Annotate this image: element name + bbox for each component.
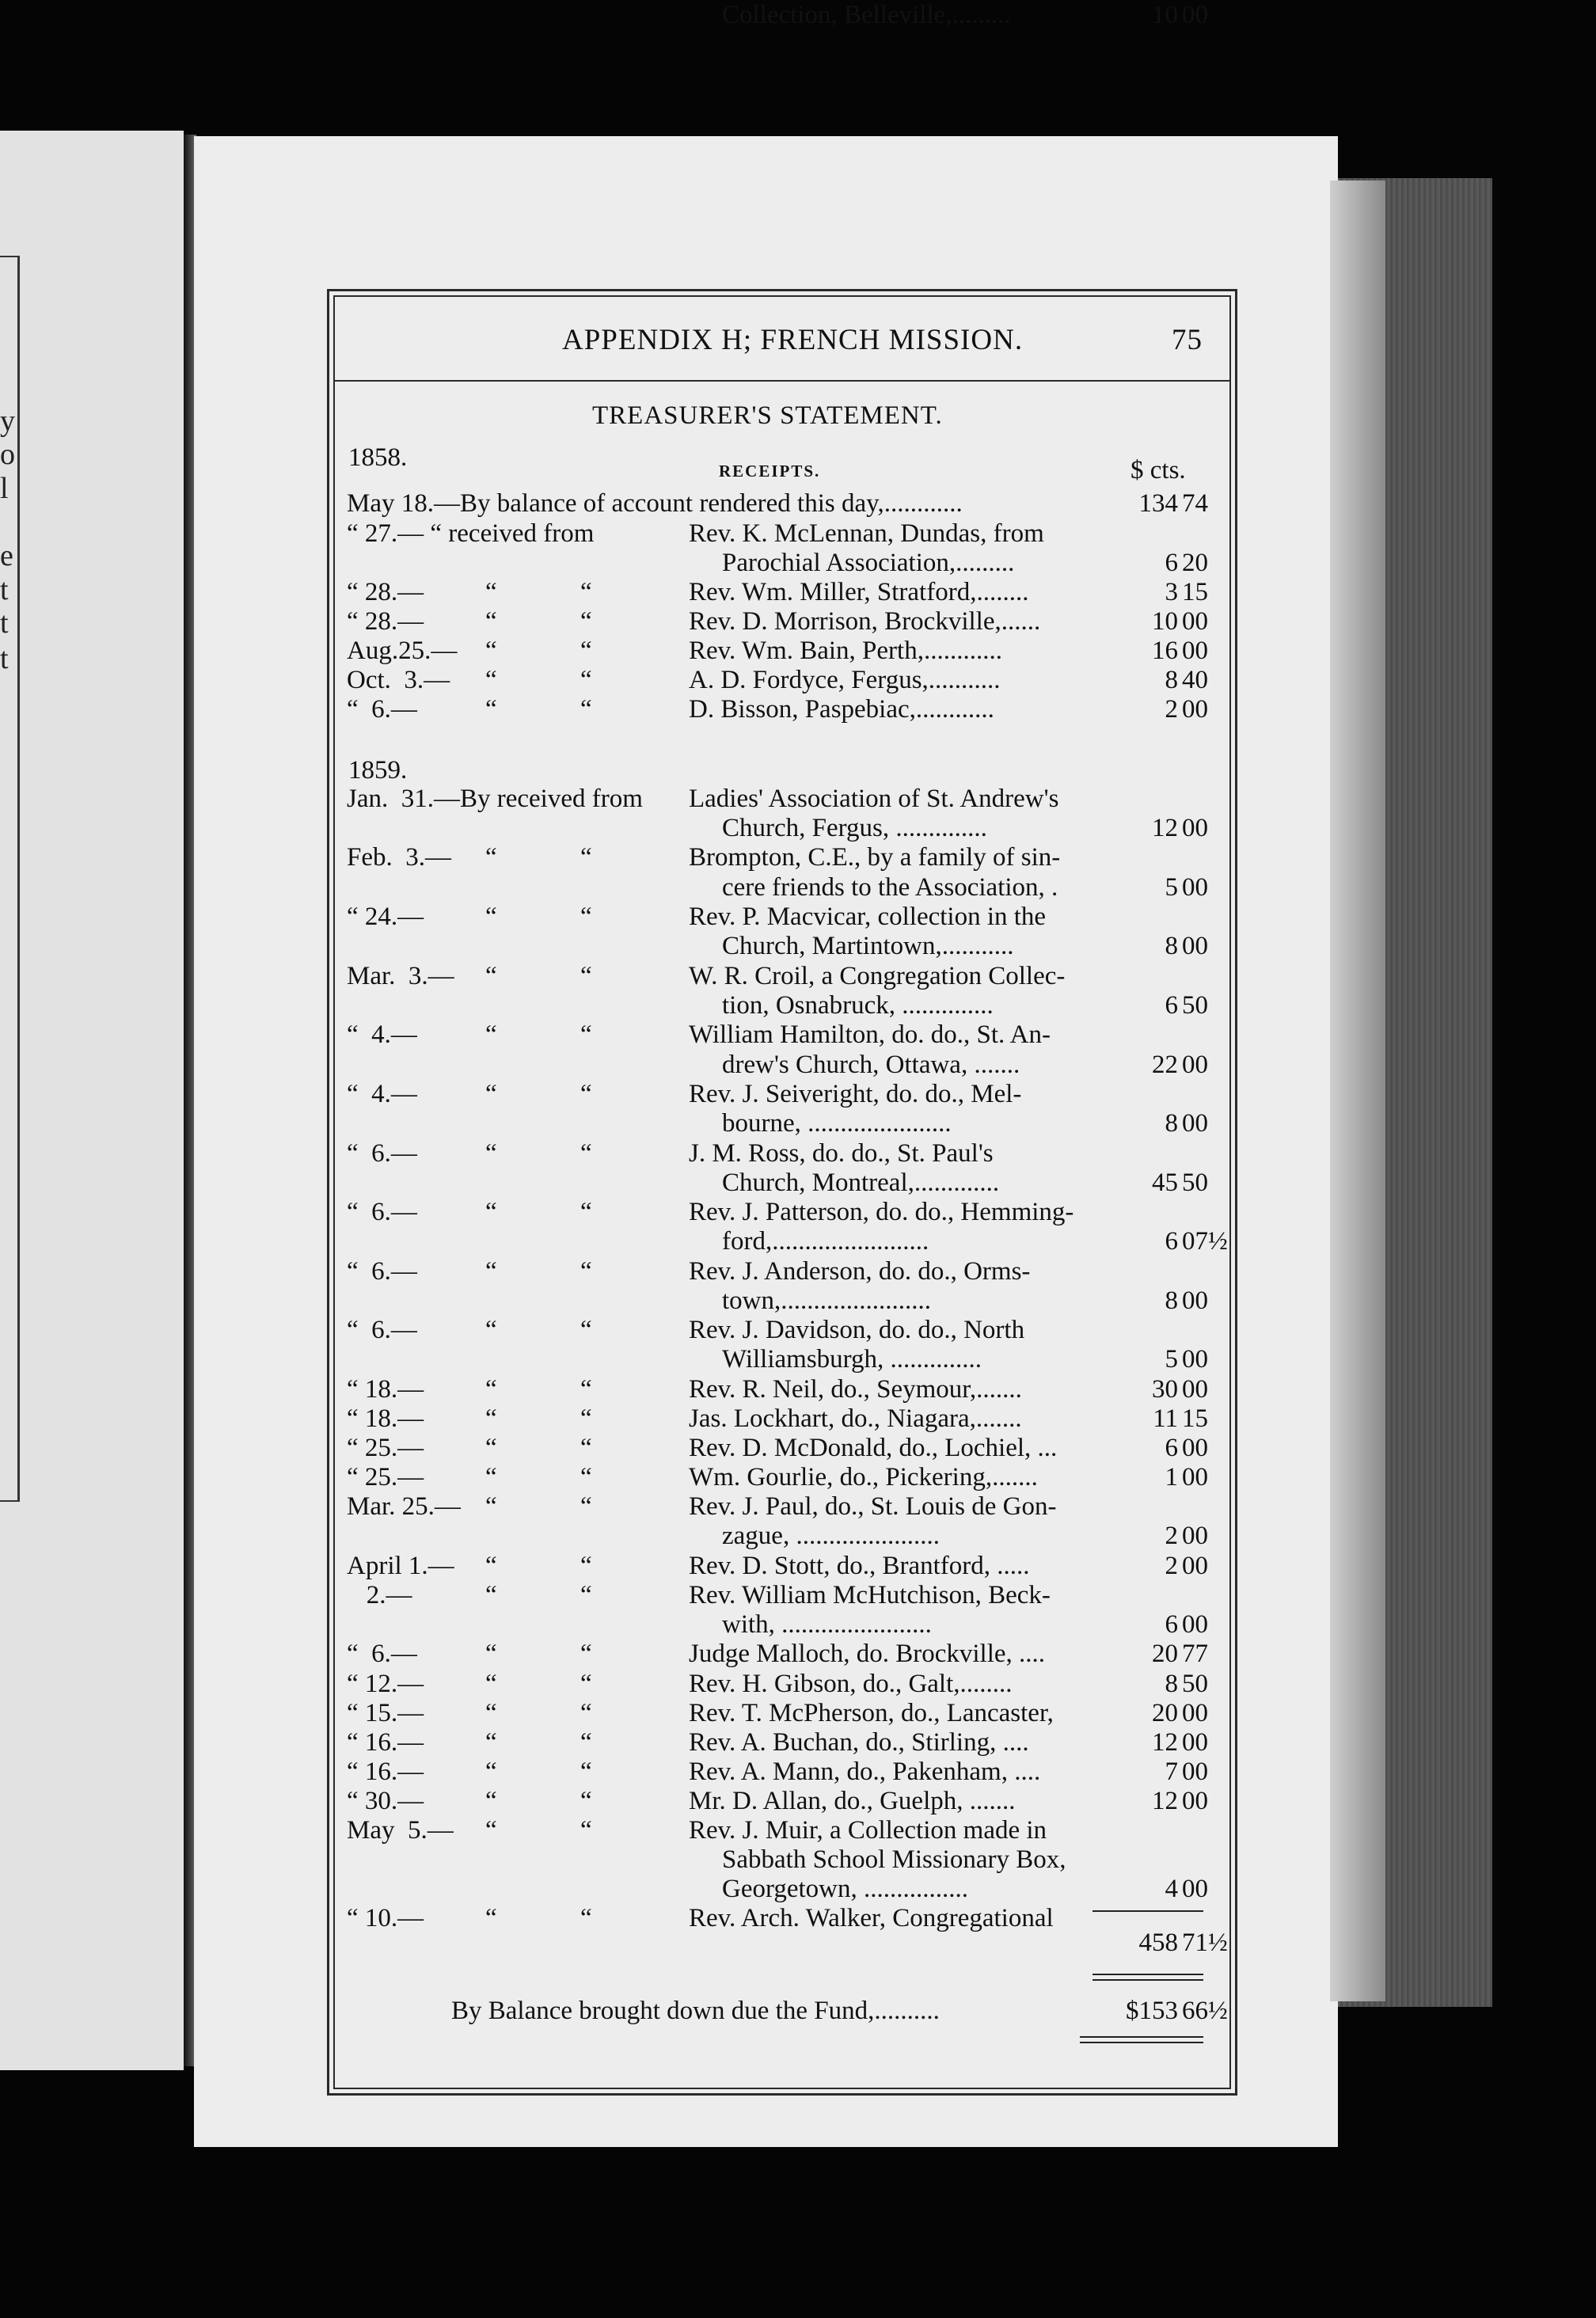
entry-date: “ 6.— [347,695,417,724]
entry-cents: 00 [1182,1875,1208,1903]
entry-description: Rev. Wm. Bain, Perth,............ [689,636,1002,665]
entry-dollars: 2 [1165,1522,1178,1550]
ditto-mark: “ [485,843,497,872]
total-rule [1092,1974,1203,1975]
entry-description-continued: Church, Fergus, .............. [722,814,987,842]
entry-description: Rev. J. Seiveright, do. do., Mel- [689,1080,1022,1108]
entry-date: 2.— [347,1581,412,1609]
entry-description: A. D. Fordyce, Fergus,........... [689,666,1001,694]
ditto-mark: “ [485,1020,497,1049]
header-rule [333,380,1231,382]
entry-date: April 1.— [347,1552,454,1580]
entry-cents: 00 [1182,932,1208,960]
entry-cents: 00 [1182,1375,1208,1404]
ditto-mark: “ [485,1463,497,1492]
ditto-mark: “ [485,1728,497,1757]
entry-dollars: 7 [1165,1758,1178,1786]
ditto-mark: “ [580,1020,592,1049]
balance-dollars: $153 [1126,1997,1178,2025]
entry-dollars: 8 [1165,666,1178,694]
entry-description: William Hamilton, do. do., St. An- [689,1020,1051,1049]
entry-cents: 40 [1182,666,1208,694]
ditto-mark: “ [485,902,497,931]
entry-description: Ladies' Association of St. Andrew's [689,785,1059,813]
ditto-mark: “ [580,1552,592,1580]
entry-cents: 00 [1182,1434,1208,1462]
entry-date: “ 28.— [347,607,424,636]
total-dollars: 458 [1138,1928,1178,1957]
entry-description-continued: Sabbath School Missionary Box, [722,1845,1066,1874]
adjacent-page-edge-text: e [0,539,13,572]
entry-dollars: 20 [1152,1640,1178,1668]
entry-dollars: 10 [1152,607,1178,636]
entry-date: “ 25.— [347,1434,424,1462]
entry-date: “ 28.— [347,578,424,606]
entry-description: Jas. Lockhart, do., Niagara,....... [689,1404,1022,1433]
entry-cents: 00 [1182,1463,1208,1492]
ditto-mark: “ [580,578,592,606]
entry-cents: 00 [1182,1051,1208,1079]
entry-cents: 74 [1182,489,1208,518]
entry-dollars: 10 [1152,1,1178,29]
ditto-mark: “ [485,1581,497,1609]
ditto-mark: “ [580,1375,592,1404]
entry-cents: 15 [1182,578,1208,606]
ditto-mark: “ [485,1404,497,1433]
entry-cents: 00 [1182,1345,1208,1374]
entry-description: Rev. J. Davidson, do. do., North [689,1316,1025,1344]
entry-description-continued: cere friends to the Association, . [722,873,1058,902]
ditto-mark: “ [485,962,497,990]
entry-date: May 18.—By balance of account rendered this day,............ [347,489,963,518]
ditto-mark: “ [485,1904,497,1932]
ditto-mark: “ [580,1699,592,1727]
entry-date: Aug.25.— [347,636,458,665]
entry-cents: 50 [1182,1168,1208,1197]
ditto-mark: “ [580,666,592,694]
adjacent-page-edge-text: t [0,642,9,675]
entry-description: Mr. D. Allan, do., Guelph, ....... [689,1787,1016,1815]
entry-description-continued: Church, Martintown,........... [722,932,1014,960]
entry-date: Oct. 3.— [347,666,450,694]
ditto-mark: “ [485,1758,497,1786]
entry-description: Brompton, C.E., by a family of sin- [689,843,1061,872]
entry-cents: 77 [1182,1640,1208,1668]
entry-dollars: 2 [1165,1552,1178,1580]
entry-cents: 00 [1182,607,1208,636]
entry-description-continued: tion, Osnabruck, .............. [722,991,994,1020]
ditto-mark: “ [485,666,497,694]
ditto-mark: “ [485,1139,497,1168]
entry-date: “ 6.— [347,1257,417,1286]
entry-date: Feb. 3.— [347,843,451,872]
ditto-mark: “ [580,1463,592,1492]
entry-description-continued: zague, ...................... [722,1522,940,1550]
entry-dollars: 6 [1165,1610,1178,1639]
entry-date: “ 18.— [347,1404,424,1433]
entry-description: Rev. T. McPherson, do., Lancaster, [689,1699,1054,1727]
ditto-mark: “ [580,636,592,665]
ditto-mark: “ [580,1640,592,1668]
entry-description: W. R. Croil, a Congregation Collec- [689,962,1066,990]
entry-description-continued: with, ....................... [722,1610,932,1639]
entry-dollars: 3 [1165,578,1178,606]
entry-date: “ 10.— [347,1904,424,1932]
entry-description: Rev. P. Macvicar, collection in the [689,902,1047,931]
entry-date: “ 4.— [347,1080,417,1108]
entry-description-continued: Parochial Association,......... [722,549,1015,577]
entry-dollars: 8 [1165,1670,1178,1698]
total-cents: 71½ [1182,1928,1228,1957]
entry-dollars: 16 [1152,636,1178,665]
entry-description: D. Bisson, Paspebiac,............ [689,695,994,724]
ditto-mark: “ [485,1434,497,1462]
statement-title: TREASURER'S STATEMENT. [592,401,943,430]
ditto-mark: “ [485,1816,497,1845]
adjacent-page-edge-text: t [0,573,9,606]
entry-date: “ 6.— [347,1316,417,1344]
ditto-mark: “ [580,1257,592,1286]
entry-description-continued: town,....................... [722,1286,931,1315]
entry-dollars: 4 [1165,1875,1178,1903]
entry-date: “ 30.— [347,1787,424,1815]
entry-cents: 00 [1182,1610,1208,1639]
entry-cents: 00 [1182,1552,1208,1580]
entry-description: Rev. D. McDonald, do., Lochiel, ... [689,1434,1058,1462]
ditto-mark: “ [580,607,592,636]
ditto-mark: “ [580,1816,592,1845]
entry-description: Rev. Arch. Walker, Congregational [689,1904,1054,1932]
adjacent-page-edge-text: y [0,405,15,438]
entry-dollars: 6 [1165,1434,1178,1462]
entry-cents: 00 [1182,873,1208,902]
book-page-edges-light [1330,180,1385,2001]
ditto-mark: “ [580,843,592,872]
entry-date: “ 6.— [347,1640,417,1668]
entry-cents: 07½ [1182,1227,1228,1256]
adjacent-page [0,131,184,2070]
entry-dollars: 22 [1152,1051,1178,1079]
entry-description-continued: drew's Church, Ottawa, ....... [722,1051,1020,1079]
ditto-mark: “ [580,1904,592,1932]
entry-cents: 00 [1182,1728,1208,1757]
entry-dollars: 30 [1152,1375,1178,1404]
balance-rule [1080,2042,1203,2043]
balance-rule [1080,2036,1203,2038]
ditto-mark: “ [485,1080,497,1108]
entry-date: “ 16.— [347,1728,424,1757]
entry-dollars: 2 [1165,695,1178,724]
entry-date: “ 4.— [347,1020,417,1049]
running-header: APPENDIX H; FRENCH MISSION. [562,324,1024,356]
entry-date: “ 18.— [347,1375,424,1404]
entry-description: Rev. Wm. Miller, Stratford,........ [689,578,1029,606]
entry-cents: 50 [1182,991,1208,1020]
ditto-mark: “ [580,1492,592,1521]
entry-dollars: 45 [1152,1168,1178,1197]
ditto-mark: “ [580,1581,592,1609]
ditto-mark: “ [485,1699,497,1727]
entry-date: “ 6.— [347,1198,417,1226]
entry-cents: 00 [1182,1758,1208,1786]
ditto-mark: “ [580,1080,592,1108]
entry-description: Rev. William McHutchison, Beck- [689,1581,1051,1609]
entry-cents: 20 [1182,549,1208,577]
ditto-mark: “ [580,695,592,724]
ditto-mark: “ [580,1434,592,1462]
entry-date: “ 6.— [347,1139,417,1168]
entry-dollars: 12 [1152,1728,1178,1757]
entry-dollars: 8 [1165,1109,1178,1138]
entry-dollars: 1 [1165,1463,1178,1492]
ditto-mark: “ [580,962,592,990]
entry-description: Rev. J. Anderson, do. do., Orms- [689,1257,1031,1286]
entry-cents: 00 [1182,1286,1208,1315]
entry-date: “ 15.— [347,1699,424,1727]
entry-dollars: 8 [1165,1286,1178,1315]
section-label: RECEIPTS. [719,462,821,481]
entry-description: Rev. D. Stott, do., Brantford, ..... [689,1552,1030,1580]
entry-date: “ 12.— [347,1670,424,1698]
total-rule [1092,1979,1203,1981]
entry-cents: 00 [1182,1787,1208,1815]
ditto-mark: “ [580,1670,592,1698]
entry-description-continued: Georgetown, ................ [722,1875,969,1903]
adjacent-page-edge-text: l [0,472,9,505]
entry-cents: 00 [1182,636,1208,665]
entry-description-continued: Church, Montreal,............. [722,1168,1000,1197]
entry-description: Rev. K. McLennan, Dundas, from [689,519,1044,548]
entry-description: Rev. R. Neil, do., Seymour,....... [689,1375,1022,1404]
ditto-mark: “ [485,636,497,665]
page-number: 75 [1172,324,1203,356]
ditto-mark: “ [485,1198,497,1226]
entry-date: “ 27.— “ received from [347,519,595,548]
entry-dollars: 12 [1152,1787,1178,1815]
ditto-mark: “ [485,1787,497,1815]
entry-description: Rev. J. Patterson, do. do., Hemming- [689,1198,1074,1226]
adjacent-page-edge-text: t [0,606,9,640]
entry-cents: 00 [1182,1699,1208,1727]
entry-date: Mar. 25.— [347,1492,461,1521]
column-heading: $ cts. [1130,456,1186,484]
year-heading: 1858. [348,443,408,472]
entry-description: Rev. D. Morrison, Brockville,...... [689,607,1041,636]
ditto-mark: “ [485,1257,497,1286]
ditto-mark: “ [580,1404,592,1433]
ditto-mark: “ [485,1492,497,1521]
entry-description: Rev. A. Buchan, do., Stirling, .... [689,1728,1029,1757]
entry-cents: 00 [1182,695,1208,724]
entry-description-continued: bourne, ...................... [722,1109,952,1138]
entry-dollars: 20 [1152,1699,1178,1727]
ditto-mark: “ [580,902,592,931]
entry-description: Wm. Gourlie, do., Pickering,....... [689,1463,1038,1492]
ditto-mark: “ [580,1758,592,1786]
entry-date: “ 24.— [347,902,424,931]
entry-dollars: 8 [1165,932,1178,960]
ditto-mark: “ [580,1316,592,1344]
ditto-mark: “ [485,607,497,636]
entry-dollars: 134 [1138,489,1178,518]
ditto-mark: “ [580,1198,592,1226]
entry-cents: 00 [1182,1,1208,29]
balance-cents: 66½ [1182,1997,1228,2025]
entry-dollars: 5 [1165,1345,1178,1374]
total-rule [1092,1910,1203,1912]
ditto-mark: “ [485,1670,497,1698]
entry-dollars: 6 [1165,549,1178,577]
entry-description-continued: ford,........................ [722,1227,929,1256]
entry-description: Rev. J. Muir, a Collection made in [689,1816,1047,1845]
entry-description-continued: Williamsburgh, .............. [722,1345,982,1374]
entry-dollars: 12 [1152,814,1178,842]
ditto-mark: “ [485,1375,497,1404]
entry-date: Mar. 3.— [347,962,454,990]
year-heading: 1859. [348,756,408,785]
ditto-mark: “ [485,1316,497,1344]
ditto-mark: “ [580,1728,592,1757]
entry-date: May 5.— [347,1816,454,1845]
entry-cents: 00 [1182,1522,1208,1550]
entry-dollars: 5 [1165,873,1178,902]
ditto-mark: “ [485,1640,497,1668]
entry-description-continued: Collection, Belleville,......... [722,1,1011,29]
entry-dollars: 6 [1165,1227,1178,1256]
ditto-mark: “ [485,695,497,724]
entry-description: Rev. A. Mann, do., Pakenham, .... [689,1758,1041,1786]
entry-description: J. M. Ross, do. do., St. Paul's [689,1139,994,1168]
entry-description: Rev. H. Gibson, do., Galt,........ [689,1670,1013,1698]
entry-cents: 00 [1182,814,1208,842]
entry-date: Jan. 31.—By received from [347,785,643,813]
entry-description: Judge Malloch, do. Brockville, .... [689,1640,1046,1668]
adjacent-page-edge-text: o [0,438,15,471]
entry-cents: 50 [1182,1670,1208,1698]
ditto-mark: “ [485,578,497,606]
entry-description: Rev. J. Paul, do., St. Louis de Gon- [689,1492,1057,1521]
entry-cents: 00 [1182,1109,1208,1138]
ditto-mark: “ [580,1139,592,1168]
entry-dollars: 6 [1165,991,1178,1020]
ditto-mark: “ [580,1787,592,1815]
entry-date: “ 16.— [347,1758,424,1786]
entry-dollars: 11 [1153,1404,1178,1433]
entry-cents: 15 [1182,1404,1208,1433]
ditto-mark: “ [485,1552,497,1580]
entry-date: “ 25.— [347,1463,424,1492]
balance-label: By Balance brought down due the Fund,.......... [451,1997,940,2025]
